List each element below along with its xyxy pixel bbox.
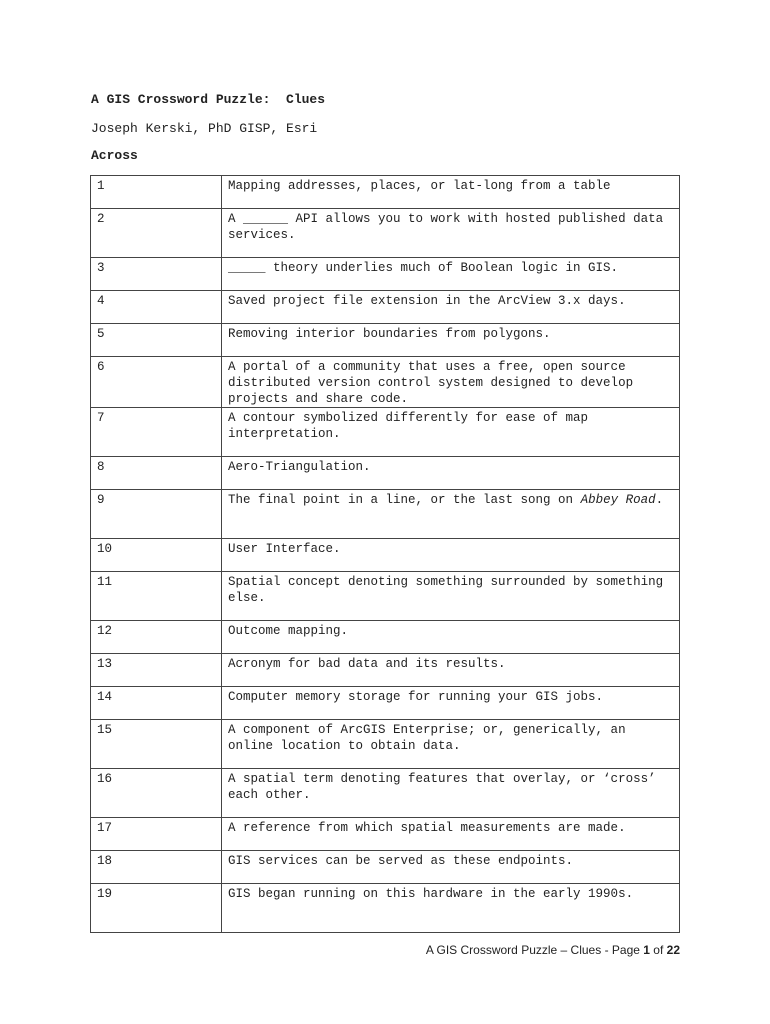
clue-row [91,818,680,851]
clue-text [222,851,680,884]
clue-number: 3 [91,258,222,291]
clue-text [222,654,680,687]
clues-table-body [91,176,680,933]
clue-row [91,720,680,769]
clue-text-main: GIS services can be served as these endpoints. [228,854,574,868]
clue-number: 11 [91,572,222,621]
clue-row [91,408,680,457]
clue-number: 13 [91,654,222,687]
clue-text-main: User Interface. [228,542,341,556]
clue-text [222,324,680,357]
clue-text-main: A contour symbolized differently for ease of map interpretation. [228,411,589,441]
clue-text-main: Saved project file extension in the ArcView 3.x days. [228,294,626,308]
clue-row [91,357,680,408]
clue-row [91,176,680,209]
clue-text [222,357,680,408]
clue-row [91,291,680,324]
clue-text-main: Aero-Triangulation. [228,460,371,474]
clue-number: 8 [91,457,222,490]
clue-number: 17 [91,818,222,851]
clue-text-main: Spatial concept denoting something surrounded by something else. [228,575,664,605]
clue-number: 2 [91,209,222,258]
clue-text-main: A reference from which spatial measurements are made. [228,821,626,835]
clue-row [91,851,680,884]
footer-page-total: 22 [666,943,680,957]
clue-text-main: Outcome mapping. [228,624,349,638]
clue-number: 4 [91,291,222,324]
clue-text [222,209,680,258]
clue-row [91,884,680,933]
clue-text [222,490,680,539]
clue-text-main: Mapping addresses, places, or lat-long from a table [228,179,611,193]
clue-text [222,572,680,621]
footer-page-number: 1 [643,943,650,957]
clue-text-main: Acronym for bad data and its results. [228,657,506,671]
clue-text [222,687,680,720]
clue-number: 12 [91,621,222,654]
clue-text [222,291,680,324]
clue-text [222,258,680,291]
clue-row [91,539,680,572]
clue-number: 6 [91,357,222,408]
clue-text-main: A ______ API allows you to work with hosted published data services. [228,212,664,242]
clue-number: 5 [91,324,222,357]
page-footer [426,943,680,957]
footer-label: A GIS Crossword Puzzle – Clues - Page [425,943,644,957]
clue-row [91,324,680,357]
clue-number: 18 [91,851,222,884]
page-title: A GIS Crossword Puzzle: Clues [91,92,326,107]
clue-text [222,884,680,933]
clue-text-italic: Abbey Road [580,493,656,507]
clue-text [222,176,680,209]
clue-text-main: Computer memory storage for running your GIS jobs. [228,690,604,704]
clue-text [222,457,680,490]
clue-text-main: A spatial term denoting features that overlay, or ‘cross’ each other. [228,772,656,802]
clue-text-main: A component of ArcGIS Enterprise; or, generically, an online location to obtain data. [228,723,626,753]
clue-text [222,621,680,654]
clue-row [91,457,680,490]
clue-number: 9 [91,490,222,539]
clue-text [222,769,680,818]
clue-row [91,258,680,291]
clue-number: 15 [91,720,222,769]
clue-number: 19 [91,884,222,933]
clue-text [222,539,680,572]
clue-text-main: The final point in a line, or the last song on [228,493,581,507]
clue-text [222,720,680,769]
clue-row [91,209,680,258]
clue-text-main: Removing interior boundaries from polygons. [228,327,551,341]
clue-row [91,687,680,720]
clue-row [91,621,680,654]
author-line: Joseph Kerski, PhD GISP, Esri [91,121,318,136]
clue-number: 10 [91,539,222,572]
clue-row [91,654,680,687]
clue-row [91,572,680,621]
clue-text [222,818,680,851]
clue-row [91,490,680,539]
footer-of: of [649,943,667,957]
section-heading-across: Across [91,148,138,163]
clue-number: 1 [91,176,222,209]
clue-number: 16 [91,769,222,818]
clue-row [91,769,680,818]
clue-text-main: _____ theory underlies much of Boolean logic in GIS. [228,261,619,275]
clue-number: 7 [91,408,222,457]
clue-text-main: GIS began running on this hardware in the early 1990s. [228,887,634,901]
clue-number: 14 [91,687,222,720]
clues-table [90,175,680,933]
clue-text [222,408,680,457]
clue-text-main: A portal of a community that uses a free, open source distributed version control system designed to develop projects and share code. [228,360,634,406]
clue-text-suffix: . [655,493,664,507]
